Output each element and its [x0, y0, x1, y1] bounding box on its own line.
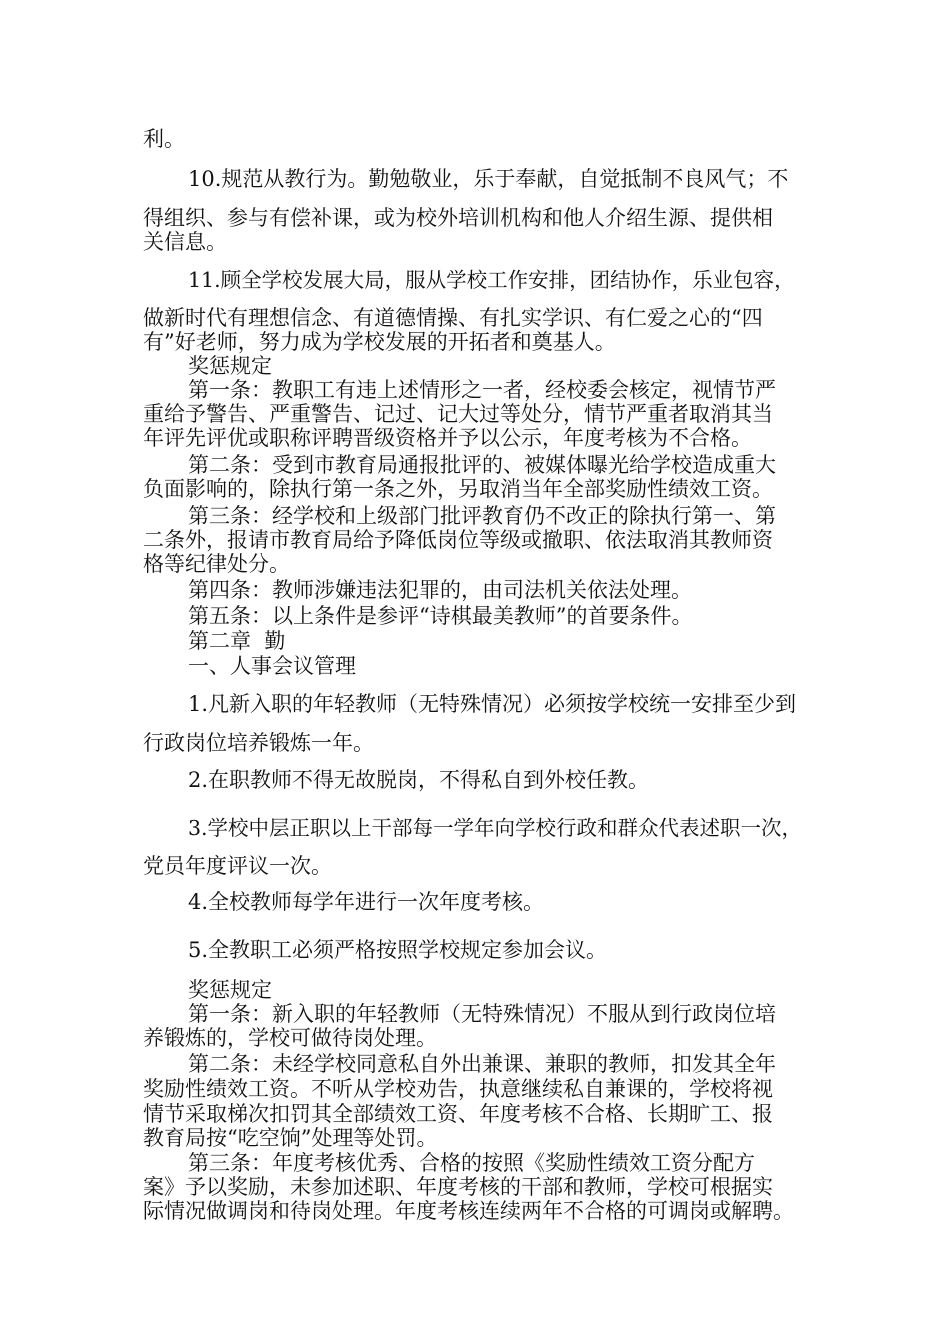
text-line: 负面影响的，除执行第一条之外，另取消当年全部奖励性绩效工资。	[143, 477, 773, 501]
text-line: 10.规范从教行为。勤勉敬业，乐于奉献，自觉抵制不良风气；不	[188, 167, 789, 191]
text-line: 案》予以奖励，未参加述职、年度考核的干部和教师，学校可根据实	[143, 1175, 773, 1199]
text-line: 行政岗位培养锻炼一年。	[143, 731, 374, 755]
text-line: 二条外，报请市教育局给予降低岗位等级或撤职、依法取消其教师资	[143, 528, 773, 552]
chapter-heading: 第二章 勤	[188, 629, 286, 653]
section-heading: 奖惩规定	[188, 354, 272, 378]
text-line: 重给予警告、严重警告、记过、记大过等处分，情节严重者取消其当	[143, 402, 773, 426]
text-line: 第二条：未经学校同意私自外出兼课、兼职的教师，扣发其全年	[188, 1052, 776, 1076]
text-line: 3.学校中层正职以上干部每一学年向学校行政和群众代表述职一次，	[188, 816, 803, 840]
text-line: 利。	[143, 127, 185, 151]
text-line: 际情况做调岗和待岗处理。年度考核连续两年不合格的可调岗或解聘。	[143, 1199, 794, 1223]
text-line: 第一条：教职工有违上述情形之一者，经校委会核定，视情节严	[188, 378, 776, 402]
text-line: 得组织、参与有偿补课，或为校外培训机构和他人介绍生源、提供相	[143, 206, 773, 230]
section-heading: 一、人事会议管理	[188, 654, 356, 678]
text-line: 情节采取梯次扣罚其全部绩效工资、年度考核不合格、长期旷工、报	[143, 1102, 773, 1126]
text-line: 第四条：教师涉嫌违法犯罪的，由司法机关依法处理。	[188, 578, 692, 602]
text-line: 教育局按“吃空饷”处理等处罚。	[143, 1126, 438, 1150]
text-line: 党员年度评议一次。	[143, 854, 332, 878]
text-line: 年评先评优或职称评聘晋级资格并予以公示，年度考核为不合格。	[143, 426, 752, 450]
text-line: 1.凡新入职的年轻教师（无特殊情况）必须按学校统一安排至少到	[188, 692, 797, 716]
text-line: 第一条：新入职的年轻教师（无特殊情况）不服从到行政岗位培	[188, 1002, 776, 1026]
text-line: 格等纪律处分。	[143, 552, 290, 576]
text-line: 2.在职教师不得无故脱岗，不得私自到外校任教。	[188, 768, 650, 792]
text-line: 养锻炼的，学校可做待岗处理。	[143, 1026, 437, 1050]
text-line: 5.全教职工必须严格按照学校规定参加会议。	[188, 938, 608, 962]
text-line: 关信息。	[143, 230, 227, 254]
text-line: 第三条：经学校和上级部门批评教育仍不改正的除执行第一、第	[188, 504, 776, 528]
text-line: 第五条：以上条件是参评“诗棋最美教师”的首要条件。	[188, 604, 693, 628]
section-heading: 奖惩规定	[188, 978, 272, 1002]
text-line: 做新时代有理想信念、有道德情操、有扎实学识、有仁爱之心的“四	[143, 306, 763, 330]
text-line: 奖励性绩效工资。不听从学校劝告，执意继续私自兼课的，学校将视	[143, 1077, 773, 1101]
text-line: 第二条：受到市教育局通报批评的、被媒体曝光给学校造成重大	[188, 453, 776, 477]
text-line: 11.顾全学校发展大局，服从学校工作安排，团结协作，乐业包容，	[188, 268, 795, 292]
text-line: 4.全校教师每学年进行一次年度考核。	[188, 890, 545, 914]
text-line: 有”好老师，努力成为学校发展的开拓者和奠基人。	[143, 330, 616, 354]
text-line: 第三条：年度考核优秀、合格的按照《奖励性绩效工资分配方	[188, 1151, 755, 1175]
